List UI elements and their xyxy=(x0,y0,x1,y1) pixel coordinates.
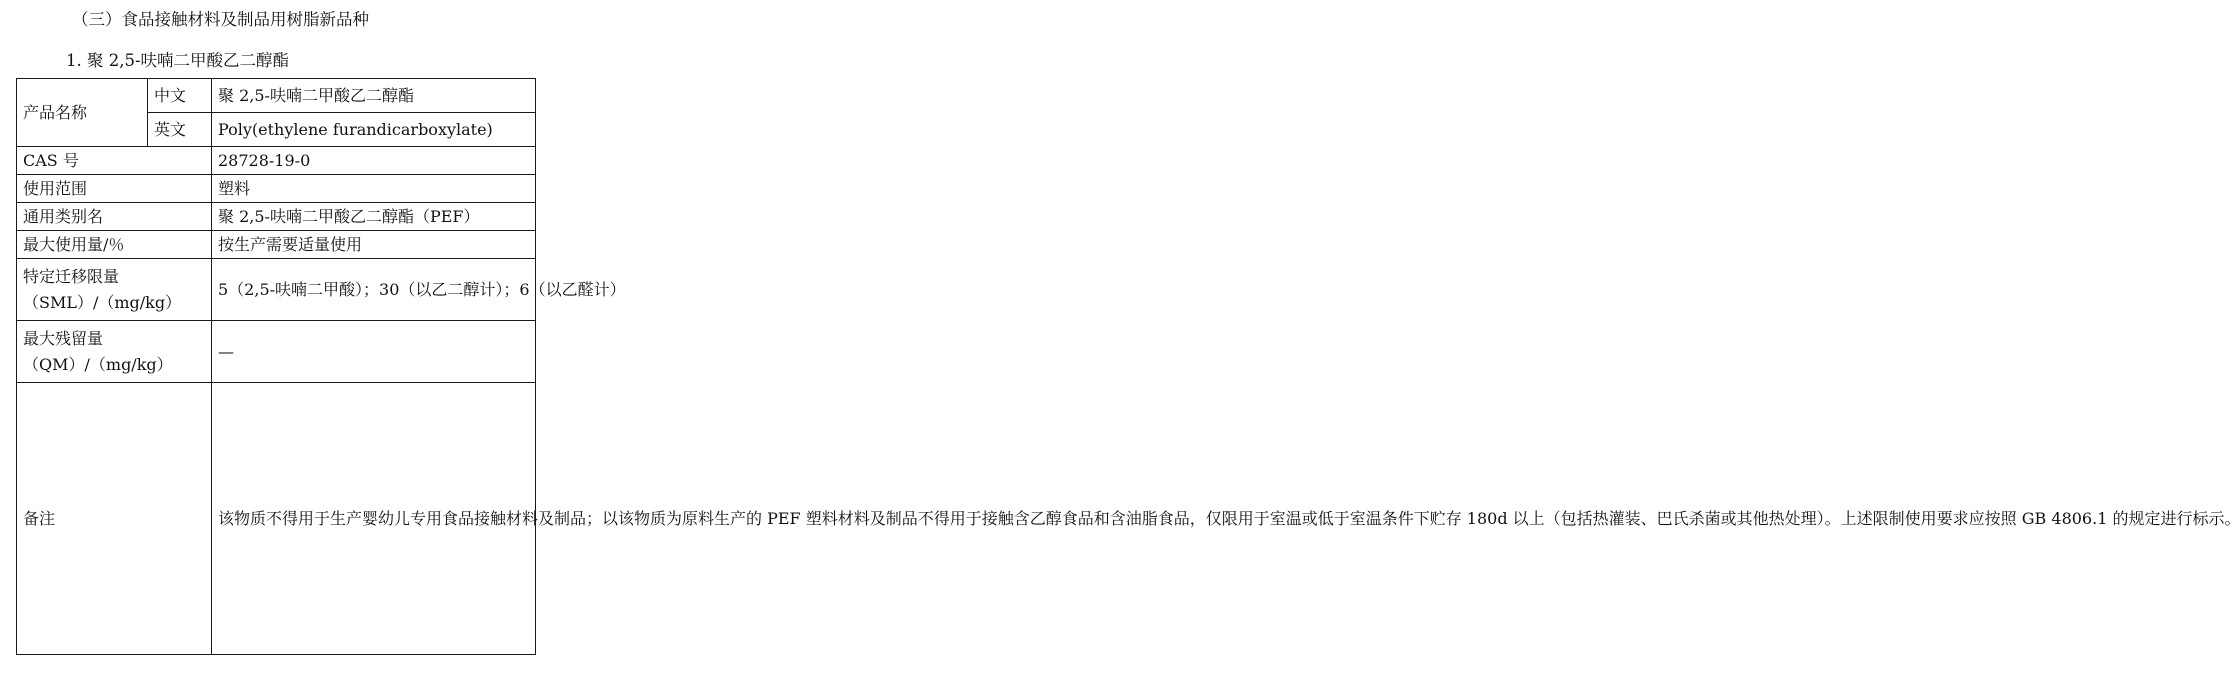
cas-label: CAS 号 xyxy=(17,147,212,175)
sml-label-line1: 特定迁移限量 xyxy=(23,266,120,286)
max-use-label: 最大使用量/％ xyxy=(17,231,212,259)
table-row xyxy=(17,231,536,259)
spec-table xyxy=(16,78,2240,655)
cas-value: 28728-19-0 xyxy=(212,147,536,175)
scope-value: 塑料 xyxy=(212,175,536,203)
max-use-value: 按生产需要适量使用 xyxy=(212,231,536,259)
sml-value: 5（2,5-呋喃二甲酸）；30（以乙二醇计）；6（以乙醛计） xyxy=(212,259,536,321)
table-row xyxy=(17,321,536,383)
english-name-value: Poly(ethylene furandicarboxylate) xyxy=(212,113,536,147)
table-row xyxy=(17,175,536,203)
remarks-label: 备注 xyxy=(17,383,212,655)
table-row xyxy=(17,147,536,175)
sml-label xyxy=(17,259,212,321)
qm-label-line1: 最大残留量 xyxy=(23,328,104,348)
chinese-label: 中文 xyxy=(148,79,212,113)
chinese-name-value: 聚 2,5-呋喃二甲酸乙二醇酯 xyxy=(212,79,536,113)
category-value: 聚 2,5-呋喃二甲酸乙二醇酯（PEF） xyxy=(212,203,536,231)
qm-label-line2: （QM）/（mg/kg） xyxy=(23,354,173,374)
sml-label-line2: （SML）/（mg/kg） xyxy=(23,292,182,312)
english-label: 英文 xyxy=(148,113,212,147)
table-row xyxy=(17,383,536,655)
remarks-value: 该物质不得用于生产婴幼儿专用食品接触材料及制品；以该物质为原料生产的 PEF 塑料材料及制品不得用于接触含乙醇食品和含油脂食品，仅限用于室温或低于室温条件下贮存 180d 以上（包括热灌装、巴氏杀菌或其他热处理）。上述限制使用要求应按照 GB 4806.1 的规定进行标示。 xyxy=(212,383,536,655)
category-label: 通用类别名 xyxy=(17,203,212,231)
qm-value: — xyxy=(212,321,536,383)
scope-label: 使用范围 xyxy=(17,175,212,203)
table-row xyxy=(17,203,536,231)
item-heading: 1. 聚 2,5-呋喃二甲酸乙二醇酯 xyxy=(66,51,290,70)
section-heading: （三）食品接触材料及制品用树脂新品种 xyxy=(72,10,369,29)
qm-label xyxy=(17,321,212,383)
table-row xyxy=(17,79,536,113)
product-name-label: 产品名称 xyxy=(17,79,148,147)
table-row xyxy=(17,259,536,321)
